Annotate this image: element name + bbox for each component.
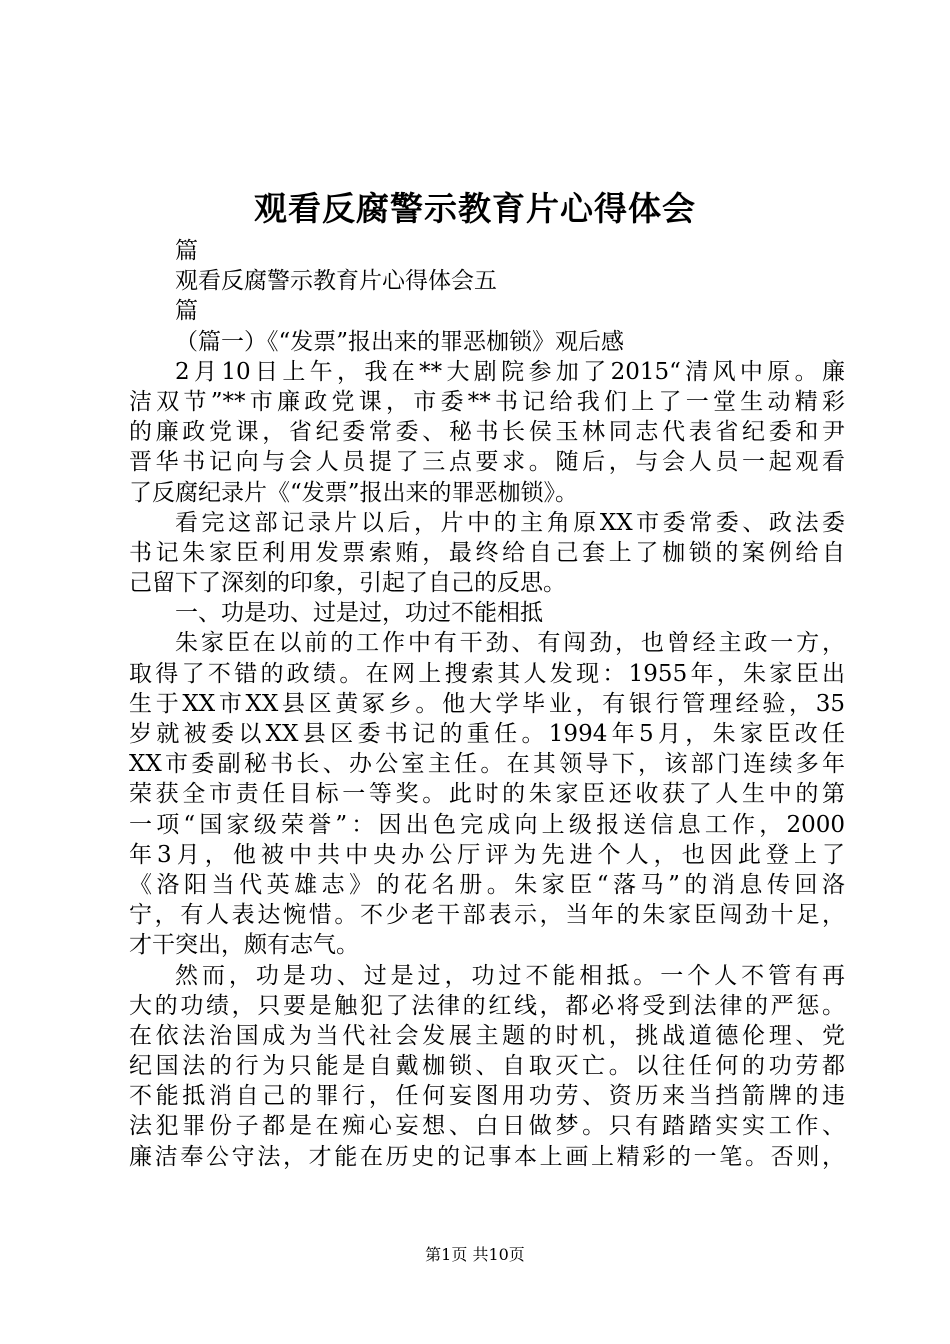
text-line: 不能抵消自己的罪行，任何妄图用功劳、资历来当挡箭牌的违 (129, 1083, 845, 1110)
text-line: 法犯罪份子都是在痴心妄想、白日做梦。只有踏踏实实工作、 (129, 1113, 845, 1140)
text-line: 的廉政党课，省纪委常委、秘书长侯玉林同志代表省纪委和尹 (129, 419, 845, 446)
text-line: 晋华书记向与会人员提了三点要求。随后，与会人员一起观看 (129, 449, 845, 476)
text-line: 大的功绩，只要是触犯了法律的红线，都必将受到法律的严惩。 (129, 992, 845, 1019)
text-line: 岁就被委以XX县区委书记的重任。1994年5月，朱家臣改任 (129, 721, 845, 747)
text-line: 生于XX市XX县区黄冢乡。他大学毕业，有银行管理经验，35 (129, 690, 845, 717)
text-line: 了反腐纪录片《“发票”报出来的罪恶枷锁》。 (129, 479, 579, 506)
text-line: 廉洁奉公守法，才能在历史的记事本上画上精彩的一笔。否则， (129, 1143, 845, 1170)
text-line: 己留下了深刻的印象，引起了自己的反思。 (129, 570, 566, 597)
text-line: 书记朱家臣利用发票索贿，最终给自己套上了枷锁的案例给自 (129, 539, 845, 566)
text-line: 看完这部记录片以后，片中的主角原XX市委常委、政法委 (175, 509, 845, 536)
text-line: 纪国法的行为只能是自戴枷锁、自取灭亡。以往任何的功劳都 (129, 1053, 845, 1080)
document-body (129, 236, 845, 1172)
text-line: 在依法治国成为当代社会发展主题的时机，挑战道德伦理、党 (129, 1022, 845, 1049)
text-line: 一项“国家级荣誉”：因出色完成向上级报送信息工作，2000 (129, 811, 845, 838)
text-line: 一、功是功、过是过，功过不能相抵 (175, 600, 543, 627)
text-line: 然而，功是功、过是过，功过不能相抵。一个人不管有再 (175, 962, 845, 989)
text-line: （篇一）《“发票”报出来的罪恶枷锁》观后感 (175, 328, 625, 355)
text-line: 才干突出，颇有志气。 (129, 932, 359, 959)
text-line: 2月10日上午，我在**大剧院参加了2015“清风中原。廉 (175, 358, 845, 385)
text-line: 洁双节”**市廉政党课，市委**书记给我们上了一堂生动精彩 (129, 388, 845, 415)
text-line: 朱家臣在以前的工作中有干劲、有闯劲，也曾经主政一方， (175, 630, 845, 657)
text-line: 篇 (175, 238, 198, 264)
page-footer: 第1页 共10页 (425, 1245, 525, 1264)
text-line: 《洛阳当代英雄志》的花名册。朱家臣“落马”的消息传回洛 (129, 871, 845, 898)
text-line: 荣获全市责任目标一等奖。此时的朱家臣还收获了人生中的第 (129, 781, 845, 808)
text-line: 观看反腐警示教育片心得体会五 (175, 268, 497, 295)
text-line: 取得了不错的政绩。在网上搜索其人发现：1955年，朱家臣出 (129, 660, 845, 687)
text-line: 宁，有人表达惋惜。不少老干部表示，当年的朱家臣闯劲十足， (129, 902, 845, 929)
text-line: 篇 (175, 298, 198, 325)
text-line: 年3月，他被中共中央办公厅评为先进个人，也因此登上了 (129, 841, 845, 868)
document-title: 观看反腐警示教育片心得体会 (254, 189, 696, 228)
text-line: XX市委副秘书长、办公室主任。在其领导下，该部门连续多年 (129, 751, 845, 778)
